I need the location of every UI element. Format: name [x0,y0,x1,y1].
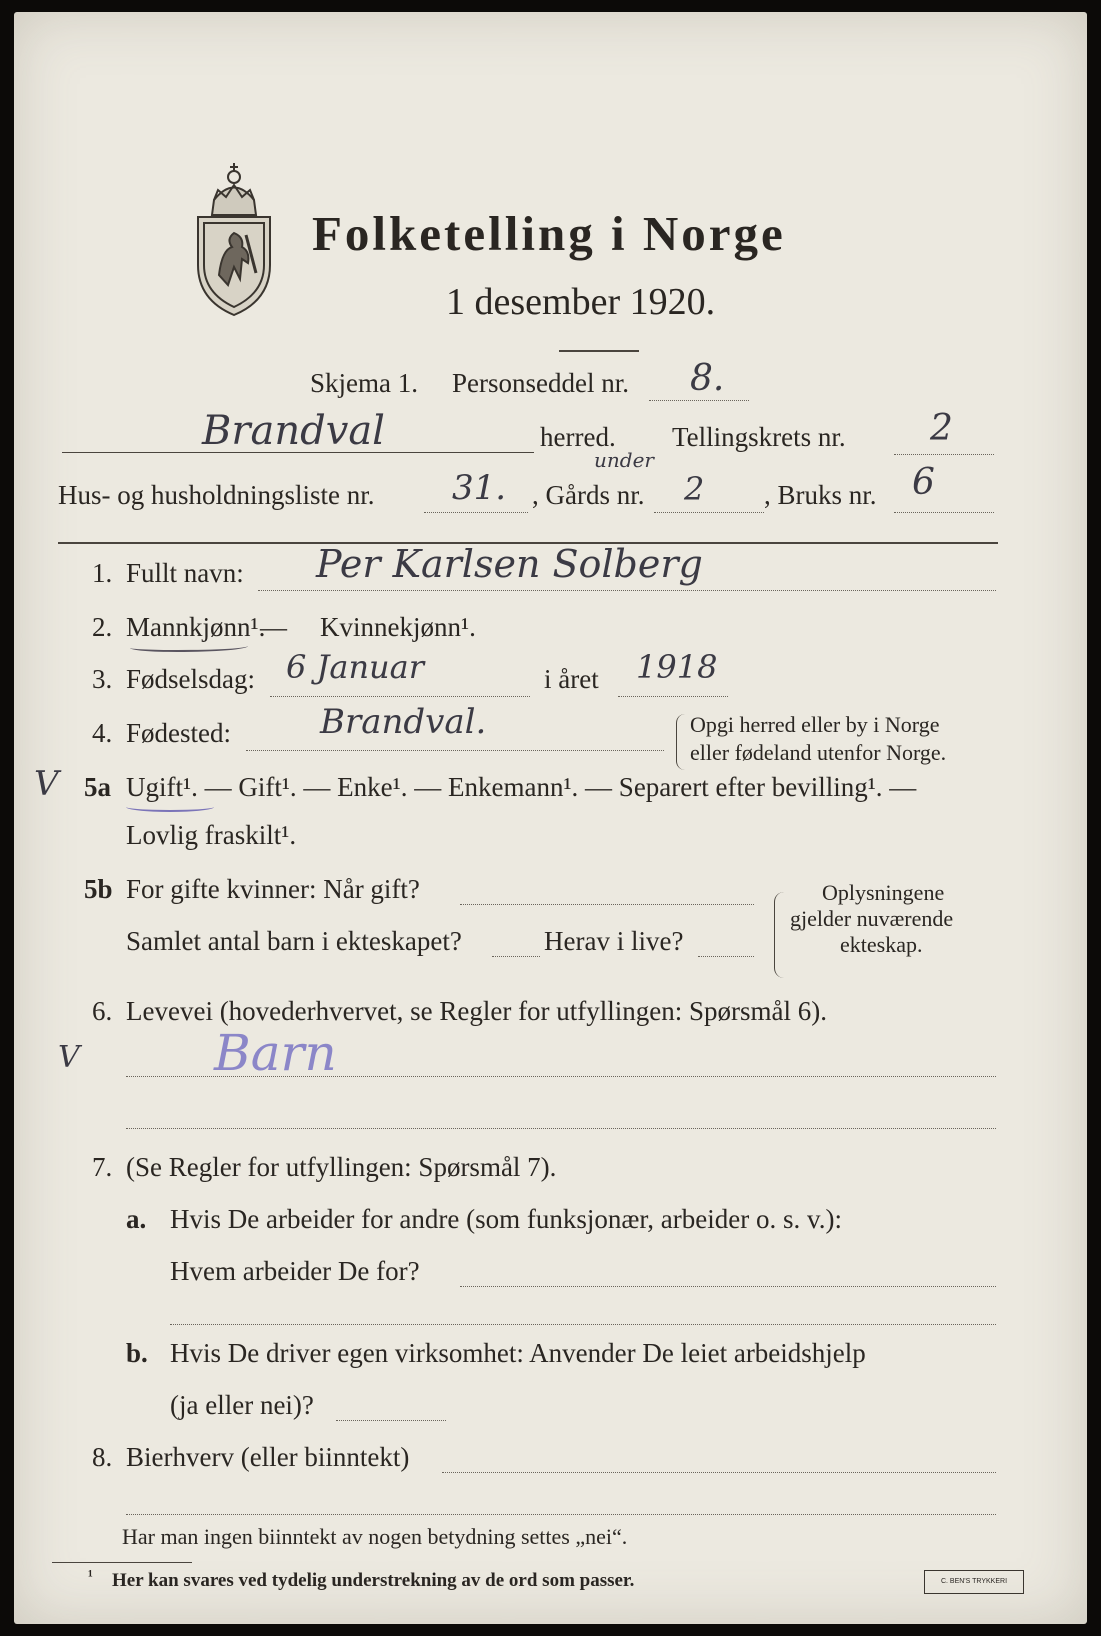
personseddel-value: 8. [690,358,725,399]
q3-label: Fødselsdag: [126,664,256,694]
q6-number: 6. [92,996,113,1026]
q5b-married-line [460,904,754,905]
footnote-text: Her kan svares ved tydelig understrekning av de ord som passer. [112,1570,635,1591]
q5b-line1: For gifte kvinner: Når gift? [126,874,420,904]
q5a-line1: Ugift¹. — Gift¹. — Enke¹. — Enkemann¹. — Separert efter bevilling¹. — [126,772,917,802]
q2-female: Kvinnekjønn¹. [320,612,476,642]
q7-number: 7. [92,1152,113,1182]
q4-label: Fødested: [126,718,231,748]
q2-underline [130,642,248,652]
husholdningsliste-line [424,512,528,513]
q8-line-extra [126,1514,996,1515]
husholdningsliste-label: Hus- og husholdningsliste nr. [58,480,375,510]
q6-margin-mark: V [58,1040,80,1075]
q4-number: 4. [92,718,113,748]
footnote-divider [52,1562,192,1563]
herred-label: herred. [540,422,616,452]
coat-of-arms-icon [184,155,284,320]
q4-line [246,750,664,751]
printer-stamp: C. BEN'S TRYKKERI [924,1570,1024,1594]
q6-value: Barn [214,1024,337,1082]
q5b-note-line1: Oplysningene [822,880,945,905]
bruks-value: 6 [912,462,935,503]
q3-number: 3. [92,664,113,694]
q5b-alive-label: Herav i live? [544,926,684,956]
gards-value: 2 [684,470,705,508]
q2-separator: — [260,612,287,642]
q8-note: Har man ingen biinntekt av nogen betydning settes „nei“. [122,1524,628,1549]
q5b-number: 5b [84,874,113,904]
q7b-line [336,1420,446,1421]
q5b-note-line2: gjelder nuværende [790,906,954,931]
q1-value: Per Karlsen Solberg [316,542,703,586]
q5a-underline [126,802,214,812]
q3-year-value: 1918 [636,648,718,686]
q8-number: 8. [92,1442,113,1472]
form-title: Folketelling i Norge [312,206,786,261]
q2-number: 2. [92,612,113,642]
q5b-children-label: Samlet antal barn i ekteskapet? [126,926,462,956]
q3-year-label: i året [544,664,599,694]
tellingskrets-line [894,454,994,455]
husholdningsliste-value: 31. [452,468,507,508]
q3-day-line [270,696,530,697]
q5b-brace [774,892,785,978]
q5a-number: 5a [84,772,111,802]
q5a-margin-mark: V [34,764,59,804]
q7b-line2: (ja eller nei)? [170,1390,314,1420]
footnote-mark: ¹ [88,1568,93,1585]
q5b-alive-line [698,956,754,957]
gards-note: under [594,448,654,472]
q2-male: Mannkjønn¹. [126,612,266,642]
q7b-line1: Hvis De driver egen virksomhet: Anvender De leiet arbeidshjelp [170,1338,866,1368]
q5b-note-line3: ekteskap. [840,932,923,957]
census-date: 1 desember 1920. [446,281,716,323]
q4-value: Brandval. [320,702,487,742]
q7b-number: b. [126,1338,148,1368]
tellingskrets-label: Tellingskrets nr. [672,422,846,452]
q6-line1 [126,1076,996,1077]
personseddel-line [649,400,749,401]
q7a-line1: Hvis De arbeider for andre (som funksjonær, arbeider o. s. v.): [170,1204,842,1234]
gards-line [654,512,764,513]
q7a-line [460,1286,996,1287]
q1-label: Fullt navn: [126,558,244,588]
q7a-number: a. [126,1204,147,1234]
q8-label: Bierhverv (eller biinntekt) [126,1442,410,1472]
bruks-label: , Bruks nr. [764,480,877,510]
title-divider [559,350,639,352]
gards-label: , Gårds nr. [532,480,645,510]
tellingskrets-value: 2 [930,408,953,449]
q3-value: 6 Januar [286,648,425,686]
q6-label: Levevei (hovederhvervet, se Regler for utfyllingen: Spørsmål 6). [126,996,828,1026]
q6-line2 [126,1128,996,1129]
q1-number: 1. [92,558,113,588]
q7-label: (Se Regler for utfyllingen: Spørsmål 7). [126,1152,557,1182]
q4-note-line1: Opgi herred eller by i Norge [690,712,940,737]
q8-line [442,1472,996,1473]
q4-note-line2: eller fødeland utenfor Norge. [690,740,947,765]
personseddel-label: Personseddel nr. [452,368,629,398]
q7a-line-extra [170,1324,996,1325]
bruks-line [894,512,994,513]
q3-year-line [618,696,728,697]
skjema-label: Skjema 1. [310,368,418,398]
q7a-line2: Hvem arbeider De for? [170,1256,420,1286]
q1-line [258,590,996,591]
q4-brace [676,714,685,770]
herred-value: Brandval [202,408,385,454]
q5b-children-line [492,956,540,957]
q5a-line2: Lovlig fraskilt¹. [126,820,297,850]
census-form [14,12,1087,1624]
